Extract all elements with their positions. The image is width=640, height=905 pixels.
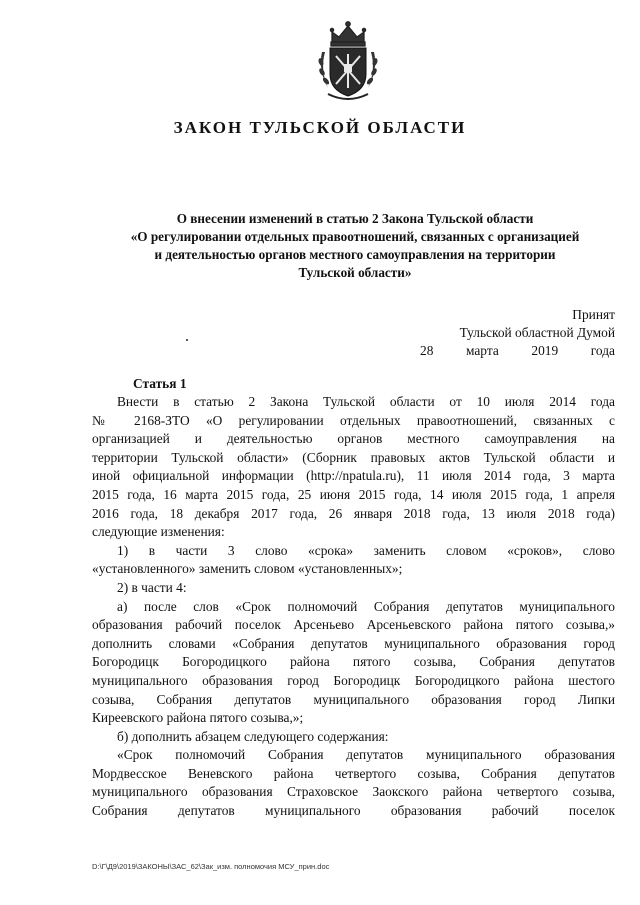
adoption-day: 28	[420, 343, 434, 358]
subject-line: Тульской области»	[298, 265, 412, 280]
body-line: территории Тульской области» (Сборник правовых актов Тульской области и	[92, 449, 615, 465]
adoption-date	[420, 342, 615, 360]
adoption-accepted: Принят	[572, 307, 615, 322]
body-line: «Срок полномочий Собрания депутатов муниципального образования	[117, 747, 615, 763]
subject-line: и деятельностью органов местного самоуправления на территории	[154, 247, 556, 262]
tula-coat-of-arms-emblem	[312, 18, 384, 104]
body-line: 1) в части 3 слово «срока» заменить словом «сроков», слово	[117, 542, 615, 558]
subject-line: О внесении изменений в статью 2 Закона Тульской области	[176, 211, 534, 226]
body-line: образования рабочий поселок Арсеньево Арсеньевского района пятого созыва,»	[92, 617, 615, 633]
body-line: а) после слов «Срок полномочий Собрания депутатов муниципального	[117, 598, 615, 614]
body-line: Богородицк Богородицкого района пятого созыва, Собрания депутатов	[92, 654, 615, 670]
body-line: Собрания депутатов муниципального образования рабочий поселок	[92, 803, 615, 819]
law-subject	[95, 210, 615, 282]
body-line: 2) в части 4:	[117, 579, 187, 595]
scan-speck	[186, 339, 188, 341]
body-line: 2016 года, 18 декабря 2017 года, 26 января 2018 года, 13 июля 2018 года)	[92, 505, 615, 521]
file-path-footer: D:\Г\Д9\2019\ЗАКОНЫ\ЗАС_62\Зак_изм. полномочия МСУ_прин.doc	[92, 862, 330, 871]
body-line: созыва, Собрания депутатов муниципального образования город Липки	[92, 691, 615, 707]
subject-line: «О регулировании отдельных правоотношений, связанных с организацией	[130, 229, 580, 244]
body-line: Киреевского района пятого созыва,»;	[92, 710, 304, 726]
adoption-month: марта	[465, 343, 499, 358]
body-line: Внести в статью 2 Закона Тульской области от 10 июля 2014 года	[117, 394, 615, 409]
article-heading: Статья 1	[133, 376, 187, 391]
body-line: дополнить словами «Собрания депутатов муниципального образования город	[92, 635, 615, 651]
body-line: № 2168-ЗТО «О регулировании отдельных правоотношений, связанных с	[92, 412, 615, 428]
adoption-block	[420, 306, 615, 360]
body-line: организацией и деятельностью органов местного самоуправления на	[92, 431, 615, 447]
body-line: муниципального образования Страховское Заокского района четвертого созыва,	[92, 784, 615, 800]
body-line: Мордвесское Веневского района четвертого созыва, Собрания депутатов	[92, 765, 615, 781]
body-line: муниципального образования город Богородицк Богородицкого района шестого	[92, 672, 615, 688]
adoption-year-word: года	[590, 343, 615, 358]
article-body	[92, 393, 615, 821]
adoption-year: 2019	[531, 343, 559, 358]
body-line: «установленного» заменить словом «установленных»;	[92, 561, 403, 577]
body-line: б) дополнить абзацем следующего содержания:	[117, 728, 389, 744]
body-line: 2015 года, 16 марта 2015 года, 25 июня 2015 года, 14 июля 2015 года, 1 апреля	[92, 486, 615, 502]
body-line: следующие изменения:	[92, 524, 225, 540]
body-line: иной официальной информации (http://npatula.ru), 11 июля 2014 года, 3 марта	[92, 468, 615, 484]
law-title: ЗАКОН ТУЛЬСКОЙ ОБЛАСТИ	[173, 118, 467, 137]
adoption-body: Тульской областной Думой	[459, 325, 615, 340]
